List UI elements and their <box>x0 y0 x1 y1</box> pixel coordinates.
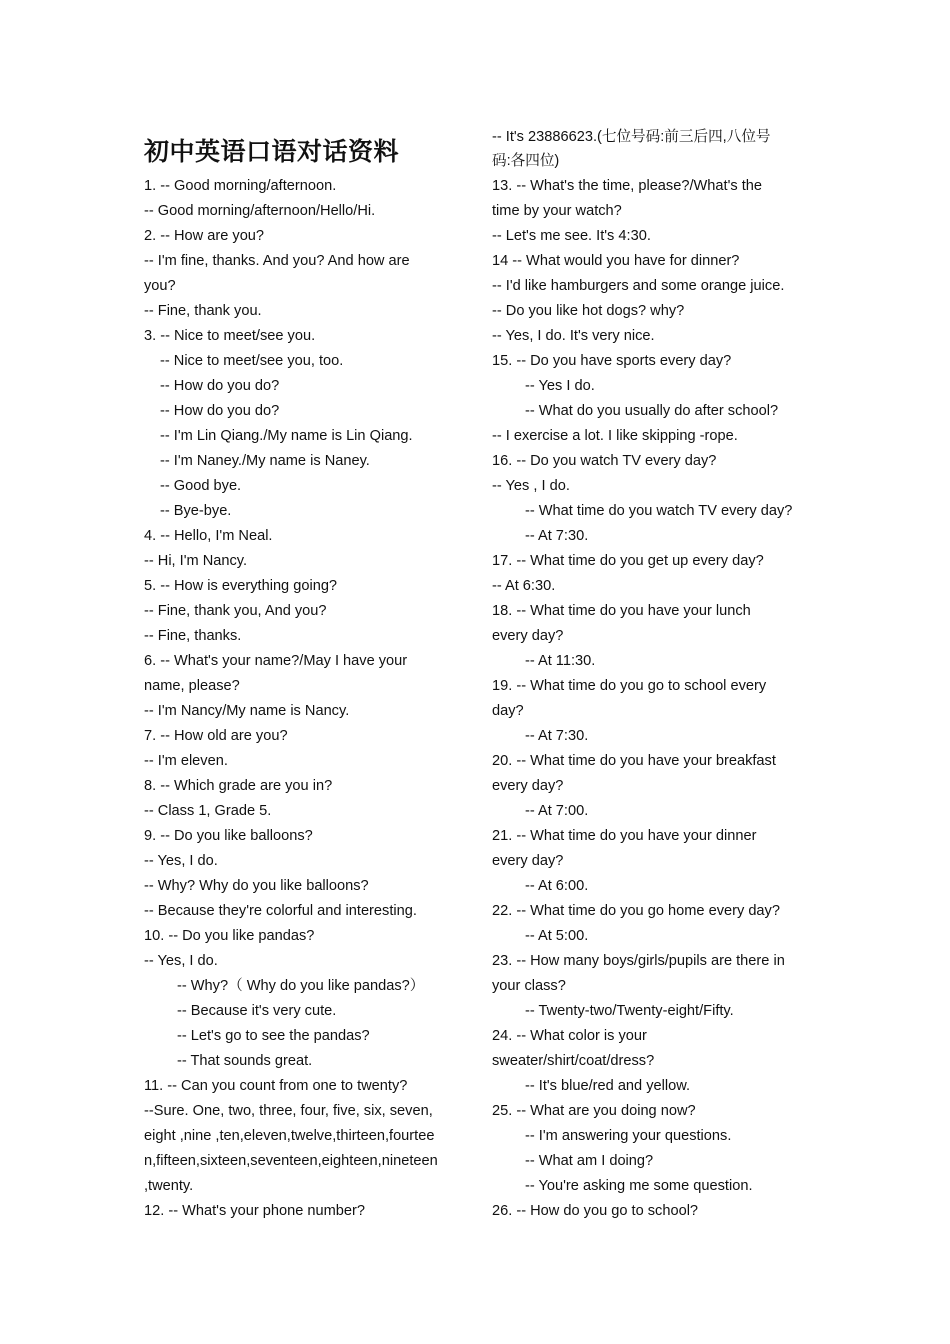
text-line: -- I'm Nancy/My name is Nancy. <box>144 703 350 719</box>
text-line: -- It's 23886623.(七位号码:前三后四,八位号 <box>492 129 771 145</box>
text-line: ,twenty. <box>144 1178 194 1194</box>
text-line: 7. -- How old are you? <box>144 728 288 744</box>
page-title: 初中英语口语对话资料 <box>144 137 400 166</box>
text-line: time by your watch? <box>492 203 622 219</box>
text-line: -- Fine, thank you. <box>144 303 262 319</box>
text-line: your class? <box>492 978 566 994</box>
text-line: -- Yes, I do. <box>144 953 218 969</box>
text-line: -- Fine, thanks. <box>144 628 242 644</box>
text-line: 10. -- Do you like pandas? <box>144 928 315 944</box>
text-line: -- I'm answering your questions. <box>525 1128 732 1144</box>
text-line: 16. -- Do you watch TV every day? <box>492 453 717 469</box>
text-line: 6. -- What's your name?/May I have your <box>144 653 408 669</box>
text-line: 8. -- Which grade are you in? <box>144 778 333 794</box>
text-line: 17. -- What time do you get up every day? <box>492 553 764 569</box>
text-line: 21. -- What time do you have your dinner <box>492 828 757 844</box>
text-line: --Sure. One, two, three, four, five, six, seven, <box>144 1103 433 1119</box>
text-line: -- What do you usually do after school? <box>525 403 779 419</box>
text-line: -- I exercise a lot. I like skipping -rope. <box>492 428 738 444</box>
text-line: n,fifteen,sixteen,seventeen,eighteen,nineteen <box>144 1153 438 1169</box>
text-line: every day? <box>492 628 564 644</box>
text-line: 18. -- What time do you have your lunch <box>492 603 751 619</box>
text-line: -- What am I doing? <box>525 1153 654 1169</box>
text-line: -- Because they're colorful and interesting. <box>144 903 417 919</box>
text-line: -- Yes, I do. <box>144 853 218 869</box>
text-line: 13. -- What's the time, please?/What's the <box>492 178 762 194</box>
text-line: 25. -- What are you doing now? <box>492 1103 696 1119</box>
text-line: -- I'm fine, thanks. And you? And how are <box>144 253 410 269</box>
text-line: -- Yes , I do. <box>492 478 570 494</box>
text-line: every day? <box>492 853 564 869</box>
text-line: 23. -- How many boys/girls/pupils are there in <box>492 953 785 969</box>
text-line: -- How do you do? <box>160 378 280 394</box>
text-line: -- Because it's very cute. <box>177 1003 337 1019</box>
text-line: -- Let's go to see the pandas? <box>177 1028 370 1044</box>
text-line: -- At 5:00. <box>525 928 589 944</box>
text-line: 22. -- What time do you go home every day? <box>492 903 780 919</box>
text-line: -- Hi, I'm Nancy. <box>144 553 248 569</box>
text-line: -- At 6:30. <box>492 578 556 594</box>
text-line: 15. -- Do you have sports every day? <box>492 353 732 369</box>
text-line: -- I'm Lin Qiang./My name is Lin Qiang. <box>160 428 413 444</box>
text-line: 24. -- What color is your <box>492 1028 647 1044</box>
text-line: -- Do you like hot dogs? why? <box>492 303 685 319</box>
text-line: -- Yes I do. <box>525 378 595 394</box>
text-line: -- I'd like hamburgers and some orange juice. <box>492 278 785 294</box>
text-line: -- Why? Why do you like balloons? <box>144 878 369 894</box>
text-line: name, please? <box>144 678 240 694</box>
text-line: 12. -- What's your phone number? <box>144 1203 365 1219</box>
text-line: 1. -- Good morning/afternoon. <box>144 178 337 194</box>
text-line: -- Fine, thank you, And you? <box>144 603 327 619</box>
text-line: 码:各四位) <box>492 153 560 169</box>
text-line: day? <box>492 703 524 719</box>
text-line: -- Good bye. <box>160 478 242 494</box>
text-line: -- Bye-bye. <box>160 503 232 519</box>
text-line: 9. -- Do you like balloons? <box>144 828 313 844</box>
text-line: 5. -- How is everything going? <box>144 578 338 594</box>
text-line: -- Good morning/afternoon/Hello/Hi. <box>144 203 376 219</box>
text-line: -- Why?（ Why do you like pandas?） <box>177 978 425 994</box>
text-line: -- Class 1, Grade 5. <box>144 803 272 819</box>
text-line: every day? <box>492 778 564 794</box>
text-line: 14 -- What would you have for dinner? <box>492 253 740 269</box>
text-line: 4. -- Hello, I'm Neal. <box>144 528 273 544</box>
text-line: 26. -- How do you go to school? <box>492 1203 699 1219</box>
text-line: -- Yes, I do. It's very nice. <box>492 328 655 344</box>
text-line: -- Twenty-two/Twenty-eight/Fifty. <box>525 1003 734 1019</box>
text-line: -- At 7:30. <box>525 728 589 744</box>
text-line: 11. -- Can you count from one to twenty? <box>144 1078 408 1094</box>
text-line: -- You're asking me some question. <box>525 1178 753 1194</box>
text-line: -- I'm Naney./My name is Naney. <box>160 453 370 469</box>
text-line: -- Let's me see. It's 4:30. <box>492 228 651 244</box>
text-line: -- At 7:00. <box>525 803 589 819</box>
text-line: -- I'm eleven. <box>144 753 228 769</box>
text-line: -- How do you do? <box>160 403 280 419</box>
text-line: -- Nice to meet/see you, too. <box>160 353 344 369</box>
text-line: eight ,nine ,ten,eleven,twelve,thirteen,fourtee <box>144 1128 435 1144</box>
text-line: 3. -- Nice to meet/see you. <box>144 328 316 344</box>
text-line: -- At 7:30. <box>525 528 589 544</box>
text-line: -- What time do you watch TV every day? <box>525 503 793 519</box>
text-line: -- It's blue/red and yellow. <box>525 1078 691 1094</box>
text-line: -- At 6:00. <box>525 878 589 894</box>
text-line: 20. -- What time do you have your breakfast <box>492 753 776 769</box>
text-line: 2. -- How are you? <box>144 228 265 244</box>
text-line: sweater/shirt/coat/dress? <box>492 1053 655 1069</box>
text-line: -- At 11:30. <box>525 653 596 669</box>
text-line: you? <box>144 278 176 294</box>
text-line: -- That sounds great. <box>177 1053 313 1069</box>
text-line: 19. -- What time do you go to school every <box>492 678 767 694</box>
